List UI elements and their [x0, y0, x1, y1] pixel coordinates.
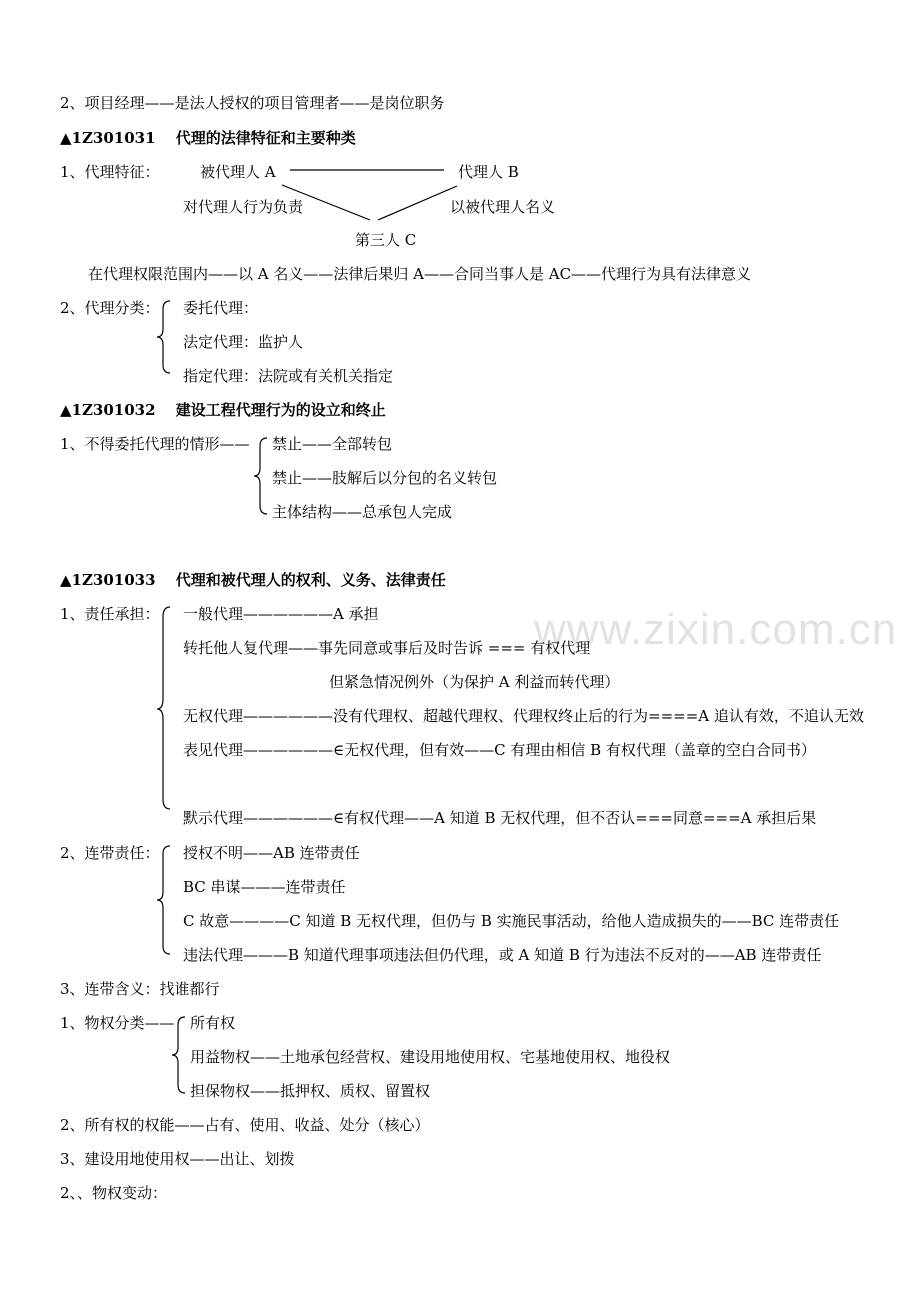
agent-b-label: 代理人 B [458, 163, 519, 181]
liability-item: 无权代理——————没有代理权、超越代理权、代理权终止后的行为====A 追认有效，不追认无效 [183, 707, 864, 725]
liability-item: 默示代理——————∈有权代理——A 知道 B 无权代理，但不否认===同意===A 承担后果 [183, 809, 817, 827]
classification-item: 指定代理：法院或有关机关指定 [183, 367, 394, 385]
joint-meaning-line: 3、连带含义：找谁都行 [60, 980, 220, 998]
ownership-powers-line: 2、所有权的权能——占有、使用、收益、处分（核心） [60, 1116, 430, 1134]
agency-features-label: 1、代理特征： [60, 163, 160, 181]
no-delegation-label: 1、不得委托代理的情形—— [60, 435, 250, 453]
land-use-right-line: 3、建设用地使用权——出让、划拨 [60, 1150, 295, 1168]
property-item: 所有权 [190, 1014, 236, 1032]
joint-liability-item: C 故意————C 知道 B 无权代理，但仍与 B 实施民事活动，给他人造成损失的——BC 连带责任 [183, 912, 840, 930]
classification-item: 法定代理：监护人 [183, 333, 304, 351]
no-delegation-brace [252, 436, 272, 518]
no-delegation-item: 禁止——肢解后以分包的名义转包 [272, 469, 498, 487]
joint-liability-item: 违法代理———B 知道代理事项违法但仍代理，或 A 知道 B 行为违法不反对的——AB 连带责任 [183, 946, 822, 964]
liability-item: 但紧急情况例外（为保护 A 利益而转代理） [329, 673, 620, 691]
liability-label: 1、责任承担： [60, 605, 160, 623]
joint-liability-item: BC 串谋———连带责任 [183, 878, 346, 896]
liability-item: 表见代理——————∈无权代理，但有效——C 有理由相信 B 有权代理（盖章的空白合同书） [183, 741, 816, 759]
classification-item: 委托代理： [183, 299, 259, 317]
section-heading-1z301032: ▲1Z301032 建设工程代理行为的设立和终止 [60, 401, 386, 419]
agency-triangle-lines [0, 0, 920, 300]
agency-scope-line: 在代理权限范围内——以 A 名义——法律后果归 A——合同当事人是 AC——代理行为具有法律意义 [88, 265, 752, 283]
agency-classification-label: 2、代理分类： [60, 299, 160, 317]
classification-brace [155, 299, 175, 379]
no-delegation-item: 主体结构——总承包人完成 [272, 503, 453, 521]
property-item: 用益物权——土地承包经营权、建设用地使用权、宅基地使用权、地役权 [190, 1048, 671, 1066]
third-party-c-label: 第三人 C [355, 231, 417, 249]
section-heading-1z301033: ▲1Z301033 代理和被代理人的权利、义务、法律责任 [60, 571, 446, 589]
property-change-line: 2、、物权变动： [60, 1184, 168, 1202]
liability-item: 转托他人复代理——事先同意或事后及时告诉 === 有权代理 [183, 639, 591, 657]
joint-liability-item: 授权不明——AB 连带责任 [183, 844, 360, 862]
property-item: 担保物权——抵押权、质权、留置权 [190, 1082, 431, 1100]
joint-liability-brace [155, 844, 175, 960]
joint-liability-label: 2、连带责任： [60, 844, 160, 862]
liability-brace [155, 605, 175, 811]
no-delegation-item: 禁止——全部转包 [272, 435, 393, 453]
liability-item: 一般代理——————A 承担 [183, 605, 379, 623]
section-heading-1z301031: ▲1Z301031 代理的法律特征和主要种类 [60, 129, 356, 147]
name-relation-label: 以被代理人名义 [450, 198, 556, 216]
responsibility-relation-label: 对代理人行为负责 [183, 198, 304, 216]
property-brace [170, 1015, 190, 1099]
property-classification-label: 1、物权分类—— [60, 1014, 175, 1032]
project-manager-line: 2、项目经理——是法人授权的项目管理者——是岗位职务 [60, 94, 445, 112]
principal-a-label: 被代理人 A [200, 163, 276, 181]
watermark: www.zixin.com.cn [534, 605, 898, 654]
